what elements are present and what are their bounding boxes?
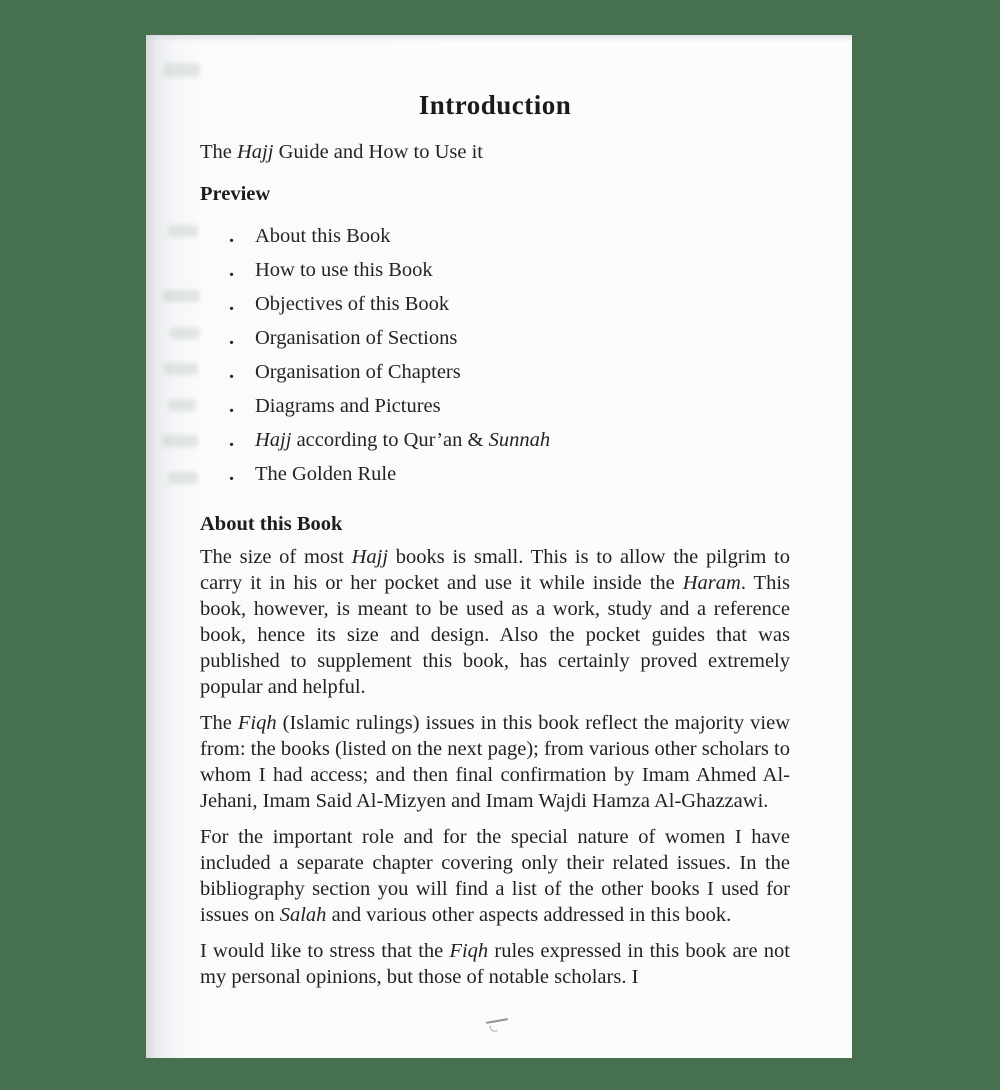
bullet-dot: . — [229, 293, 235, 315]
list-item-label: Hajj according to Qur’an & Sunnah — [255, 429, 551, 451]
paragraph-about-1: The size of most Hajj books is small. This is to allow the pilgrim to carry it in his or her pocket and use it while inside the Haram. This book, however, is meant to be used as a work, study and a reference book, hence its size and design. Also the pocket guides that was published to supplement this book, has certainly proved extremely popular and helpful. — [200, 546, 790, 698]
about-this-book-heading: About this Book — [200, 513, 343, 535]
pencil-squiggle — [489, 1024, 497, 1032]
list-item — [200, 389, 790, 423]
bleed-through-mark — [168, 399, 196, 411]
bullet-dot: . — [229, 463, 235, 485]
bleed-through-mark — [164, 63, 200, 77]
bullet-dot: . — [229, 429, 235, 451]
bullet-dot: . — [229, 225, 235, 247]
bullet-dot: . — [229, 395, 235, 417]
list-item-label: Objectives of this Book — [255, 293, 450, 315]
bleed-through-mark — [168, 472, 198, 484]
preview-list — [200, 219, 790, 491]
list-item — [200, 287, 790, 321]
list-item-label: The Golden Rule — [255, 463, 397, 485]
preview-heading: Preview — [200, 183, 271, 205]
list-item — [200, 219, 790, 253]
list-item-label: Organisation of Sections — [255, 327, 458, 349]
paragraph-fiqh-rules: I would like to stress that the Fiqh rules expressed in this book are not my personal opinions, but those of notable scholars. I — [200, 940, 790, 988]
list-item-label: How to use this Book — [255, 259, 433, 281]
list-item — [200, 355, 790, 389]
bleed-through-mark — [170, 327, 200, 339]
list-item — [200, 423, 790, 457]
pencil-stroke — [486, 1018, 508, 1024]
list-item — [200, 321, 790, 355]
list-item — [200, 253, 790, 287]
bleed-through-mark — [162, 290, 200, 302]
paragraph-fiqh-sources: The Fiqh (Islamic rulings) issues in this book reflect the majority view from: the books (listed on the next page); from various other scholars to whom I had access; and then final confirmation by Imam Ahmed Al-Jehani, Imam Said Al-Mizyen and Imam Wajdi Hamza Al-Ghazzawi. — [200, 712, 790, 812]
bleed-through-mark — [168, 225, 198, 237]
list-item-label: Diagrams and Pictures — [255, 395, 441, 417]
bullet-dot: . — [229, 259, 235, 281]
list-item — [200, 457, 790, 491]
bleed-through-mark — [164, 363, 198, 375]
subtitle: The Hajj Guide and How to Use it — [200, 141, 483, 163]
bullet-dot: . — [229, 361, 235, 383]
list-item-label: Organisation of Chapters — [255, 361, 461, 383]
pencil-mark — [484, 1015, 510, 1031]
page-title: Introduction — [418, 90, 572, 120]
paragraph-women-chapter: For the important role and for the special nature of women I have included a separate chapter covering only their related issues. In the bibliography section you will find a list of the other books I used for issues on Salah and various other aspects addressed in this book. — [200, 826, 790, 926]
bleed-through-mark — [162, 435, 198, 447]
book-page — [146, 35, 852, 1058]
list-item-label: About this Book — [255, 225, 391, 247]
bullet-dot: . — [229, 327, 235, 349]
